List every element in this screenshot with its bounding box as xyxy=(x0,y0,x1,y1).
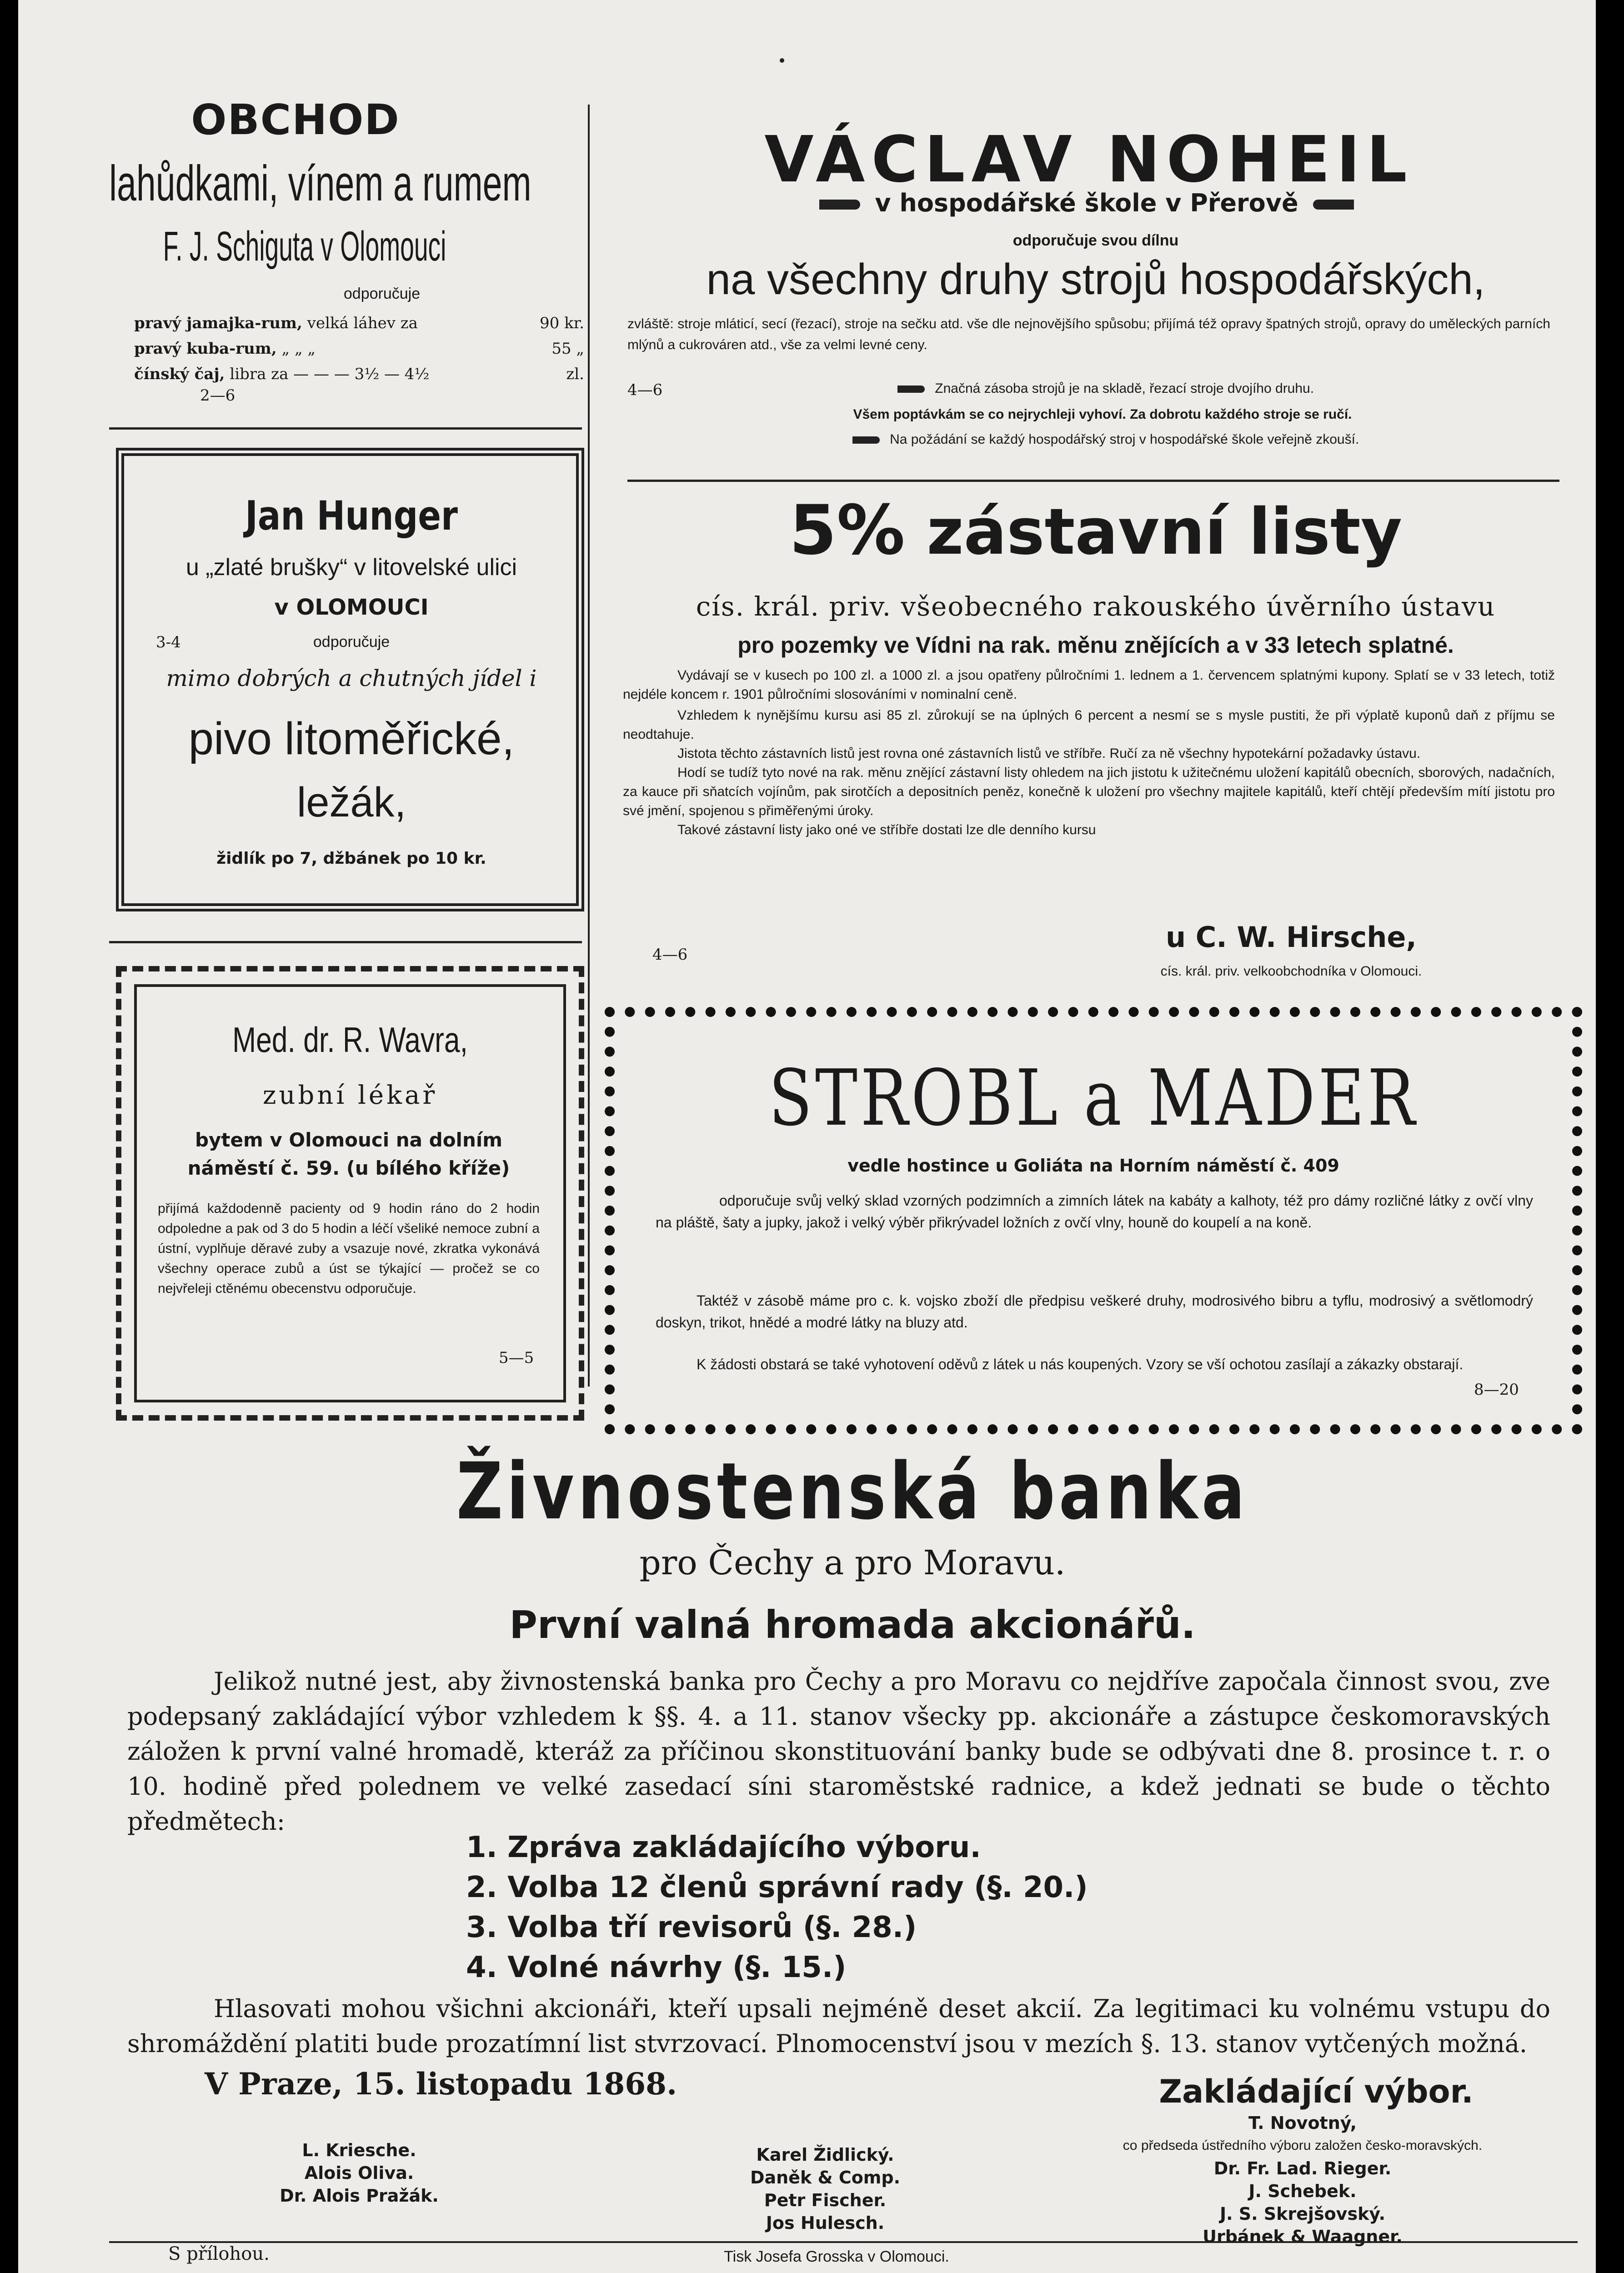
wavra-text: přijímá každodenně pacienty od 9 hodin ráno do 2 hodin odpoledne a pak od 3 do 5 hodin a léčí všeliké nemoce zubní a ústní, vyplňuje děravé zuby a vsazuje nové, zkratka vykonává všechny operace zubů a úst se týkající — pročež se co nejvřeleji ctěnému obecenstvu odporučuje. xyxy=(158,1201,540,1296)
obchod-item-name: pravý kuba-rum, xyxy=(134,340,277,358)
listy-headline xyxy=(600,491,1591,570)
obchod-title: OBCHOD xyxy=(191,95,400,144)
listy-paragraph: Takové zástavní listy jako oné ve stříbře dostati lze dle denního kursu xyxy=(677,822,1096,837)
print-mark xyxy=(780,58,784,63)
listy-terms: pro pozemky ve Vídni na rak. měnu znějících a v 33 letech splatné. xyxy=(737,632,1454,658)
wavra-address: bytem v Olomouci na dolním náměstí č. 59. (u bílého kříže) xyxy=(187,1129,510,1179)
banka-heading: První valná hromada akcionářů. xyxy=(509,1602,1196,1647)
strobl-title: STROBL a MADER xyxy=(768,1053,1418,1143)
obchod-price-list xyxy=(134,310,584,387)
noheil-recommends: odporučuje svou dílnu xyxy=(1012,232,1179,249)
newspaper-page xyxy=(18,0,1596,2273)
obchod-item-detail: libra za — — — 3½ — 4½ xyxy=(230,365,430,383)
obchod-item-detail: „ „ „ xyxy=(281,340,316,358)
noheil-code: 4—6 xyxy=(627,381,663,399)
hunger-address: u „zlaté brušky“ v litovelské ulici xyxy=(185,554,517,581)
hunger-city: v OLOMOUCI xyxy=(274,595,429,620)
banka-voting: Hlasovati mohou všichni akcionáři, kteří upsali nejméně deset akcií. Za legitimaci ku volnému vstupu do shromáždění platiti bude prozatímní list stvrzovací. Plnomocenství jsou v mezích §. 13. stanov vytčených možná. xyxy=(127,1994,1550,2058)
strobl-code: 8—20 xyxy=(1474,1381,1519,1399)
listy-paragraph: Vydávají se v kusech po 100 zl. a 1000 zl. a jsou opatřeny půlročními 1. lednem a 1. červencem splatnými kupony. Splatí se v 33 letech, totiž nejdéle koncem r. 1901 půlročními slosováními v nominalní ceně. xyxy=(623,668,1555,702)
obchod-recommends: odporučuje xyxy=(343,285,421,302)
obchod-item-price: 90 kr. xyxy=(540,314,584,332)
divider xyxy=(109,427,582,430)
obchod-subtitle: lahůdkami, vínem a rumem xyxy=(109,155,531,211)
signer: J. S. Skrejšovský. xyxy=(1219,2204,1386,2224)
noheil-testing-text: Na požádání se každý hospodářský stroj v hospodářské škole veřejně zkouší. xyxy=(890,432,1359,447)
signer: Alois Oliva. xyxy=(304,2163,414,2183)
obchod-item-detail: velká láhev za xyxy=(307,314,418,332)
signer: Daněk & Comp. xyxy=(750,2168,901,2188)
banka-subtitle: pro Čechy a pro Moravu. xyxy=(639,1543,1066,1582)
banka-title: Živnostenská banka xyxy=(456,1446,1249,1537)
hunger-name: Jan Hunger xyxy=(245,492,458,539)
divider xyxy=(109,941,582,943)
strobl-paragraph: Taktéž v zásobě máme pro c. k. vojsko zboží dle předpisu veškeré druhy, modrosivého bibru a tyflu, modrosivý a světlomodrý doskyn, trikot, hnědé a modré látky na bluzy atd. xyxy=(656,1292,1533,1331)
signer: Jos Hulesch. xyxy=(766,2213,885,2233)
listy-paragraph: Jistota těchto zástavních listů jest rovna oné zástavních listů ve stříbře. Ručí za ně všechny hypotekární požadavky ústavu. xyxy=(677,746,1421,761)
obchod-item-price: zl. xyxy=(566,365,584,383)
noheil-name: VÁCLAV NOHEIL xyxy=(764,123,1413,197)
strobl-address: vedle hostince u Goliáta na Horním náměstí č. 409 xyxy=(847,1156,1339,1176)
signers-right xyxy=(1018,2112,1587,2248)
agenda-item: 4. Volné návrhy (§. 15.) xyxy=(466,1951,847,1984)
banka-date: V Praze, 15. listopadu 1868. xyxy=(205,2066,677,2102)
noheil-school-text: v hospodářské škole v Přerově xyxy=(875,189,1298,217)
hunger-code: 3-4 xyxy=(156,633,181,651)
pointing-hand-icon xyxy=(897,386,925,393)
obchod-owner: F. J. Schiguta v Olomouci xyxy=(163,223,446,270)
listy-issuer: cís. král. priv. všeobecného rakouského úvěrního ústavu xyxy=(696,591,1496,622)
wavra-profession: zubní lékař xyxy=(262,1081,438,1110)
wavra-name: Med. dr. R. Wavra, xyxy=(232,1020,468,1060)
signer: Urbánek & Waagner. xyxy=(1203,2227,1403,2247)
noheil-testing xyxy=(655,432,1550,447)
listy-code: 4—6 xyxy=(652,946,688,964)
banka-intro: Jelikož nutné jest, aby živnostenská banka pro Čechy a pro Moravu co nejdříve započala činnost svou, zve podepsaný zakládající výbor vzhledem k §§. 4. a 11. stanov všecky pp. akcionáře a zástupce českomoravských záložen k první valné hromadě, kteráž za příčinou skonstituování banky bude se odbývati dne 8. prosince t. r. o 10. hodině před polednem ve velké zasedací síni staroměstské radnice, a kdež jednati se bude o těchto předmětech: xyxy=(127,1667,1550,1836)
footer-rule xyxy=(109,2241,1578,2243)
listy-paragraph: Hodí se tudíž tyto nové na rak. měnu znějící zástavní listy ohledem na jich jistotu k užitečnému uložení kapitálů obecních, sborových, nadačních, za kauce při sňatcích vojínům, pak sirotčích a depositních peněz, konečně k uložení pro všechny majitele kapitálů, kteří chtějí především mítí jistotu pro své jmění, spojenou s přiměřenými úroky. xyxy=(623,765,1555,818)
listy-body xyxy=(623,666,1555,840)
strobl-paragraph: K žádosti obstará se také vyhotovení oděvů z látek u nás koupených. Vzory se vší ochotou zasílají a zákazky obstarají. xyxy=(697,1356,1464,1372)
pointing-hand-icon xyxy=(852,436,880,444)
obchod-code: 2—6 xyxy=(200,386,236,405)
obchod-item-price: 55 „ xyxy=(551,340,584,358)
noheil-headline: na všechny druhy strojů hospodářských, xyxy=(706,255,1485,304)
noheil-school xyxy=(646,189,1528,217)
agenda-item: 1. Zpráva zakládajícího výboru. xyxy=(466,1831,981,1864)
signer: Karel Židlický. xyxy=(756,2145,894,2165)
signer: Petr Fischer. xyxy=(764,2190,887,2210)
banka-agenda xyxy=(466,1827,1088,1988)
signers-left xyxy=(223,2139,496,2207)
hunger-prices: židlík po 7, džbánek po 10 kr. xyxy=(216,849,486,868)
hunger-beer: pivo litoměřické, xyxy=(188,713,515,764)
obchod-item-name: čínský čaj, xyxy=(134,365,225,383)
ad-wavra xyxy=(116,966,584,1421)
signer: T. Novotný, xyxy=(1248,2113,1357,2133)
noheil-stock xyxy=(655,381,1550,396)
noheil-stock-text: Značná zásoba strojů je na skladě, řezací stroje dvojího druhu. xyxy=(935,381,1314,396)
strobl-paragraph: odporučuje svůj velký sklad vzorných podzimních a zimních látek na kabáty a kalhoty, též pro dámy rozličné látky z ovčí vlny na pláště, šaty a jupky, jakož i velký výběr přikrývadel ložních z ovčí vlny, houně do koupelí a na koně. xyxy=(656,1192,1533,1231)
ad-strobl-mader xyxy=(605,1007,1582,1434)
signers-middle xyxy=(677,2143,973,2234)
footer-printer: Tisk Josefa Grosska v Olomouci. xyxy=(724,2248,949,2265)
ad-jan-hunger xyxy=(116,448,584,911)
signer: Dr. Alois Pražák. xyxy=(280,2186,439,2206)
noheil-text: zvláště: stroje mláticí, secí (řezací), stroje na sečku atd. vše dle nejnovějšího spůsobu; přijímá též opravy špatných strojů, opravy do uměleckých parních mlýnů a cukrováren atd., vše za velmi levné ceny. xyxy=(627,316,1550,352)
listy-seller: u C. W. Hirsche, xyxy=(1166,921,1417,954)
footer-supplement: S přílohou. xyxy=(168,2243,270,2264)
banka-committee: Zakládající výbor. xyxy=(1159,2073,1474,2110)
obchod-item xyxy=(134,336,584,361)
pointing-hand-icon xyxy=(1313,200,1354,210)
noheil-guarantee: Všem poptávkám se co nejrychleji vyhoví. Za dobrotu každého stroje se ručí. xyxy=(853,407,1352,422)
hunger-lager: ležák, xyxy=(296,779,406,826)
signer-note: co předseda ústředního výboru založen česko-moravských. xyxy=(1123,2138,1483,2153)
agenda-item: 2. Volba 12 členů správní rady (§. 20.) xyxy=(466,1871,1088,1904)
agenda-item: 3. Volba tří revisorů (§. 28.) xyxy=(466,1911,917,1944)
listy-percent: 5% xyxy=(789,491,905,570)
hunger-food: mimo dobrých a chutných jídel i xyxy=(166,665,537,691)
column-divider xyxy=(588,105,590,1387)
divider xyxy=(627,480,1559,482)
hunger-recommends: odporučuje xyxy=(313,633,390,651)
listy-paragraph: Vzhledem k nynějšímu kursu asi 85 zl. zůrokují se na úplných 6 percent a nesmí se s mysle pustiti, že při výplatě kuponů daň z příjmu se neodtahuje. xyxy=(623,708,1555,742)
signer: L. Kriesche. xyxy=(302,2140,416,2160)
listy-title: zástavní listy xyxy=(927,495,1403,569)
signer: Dr. Fr. Lad. Rieger. xyxy=(1213,2158,1392,2178)
wavra-code: 5—5 xyxy=(499,1349,534,1367)
listy-seller-sub: cís. král. priv. velkoobchodníka v Olomouci. xyxy=(1160,964,1422,979)
obchod-item xyxy=(134,310,584,336)
obchod-item-name: pravý jamajka-rum, xyxy=(134,314,302,332)
signer: J. Schebek. xyxy=(1248,2181,1357,2201)
obchod-item xyxy=(134,361,584,387)
pointing-hand-icon xyxy=(819,200,860,210)
